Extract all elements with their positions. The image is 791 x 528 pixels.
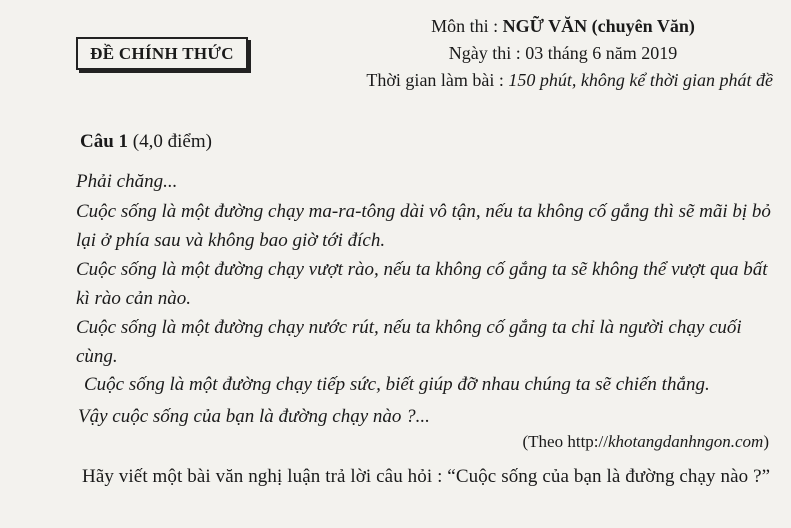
- passage-line-2: Cuộc sống là một đường chạy ma-ra-tông dài vô tận, nếu ta không cố gắng thì sẽ mãi bị bỏ lại ở phía sau và không bao giờ tới đích.: [76, 201, 771, 251]
- official-exam-label-text: ĐỀ CHÍNH THỨC: [90, 43, 234, 63]
- source-suffix: ): [763, 432, 769, 451]
- time-value: 150 phút, không kể thời gian phát đề: [508, 70, 773, 90]
- passage-line-4: Cuộc sống là một đường chạy nước rút, nếu ta không cố gắng ta chỉ là người chạy cuối cùng.: [76, 317, 742, 367]
- passage-line-6: Vậy cuộc sống của bạn là đường chạy nào ?...: [78, 406, 430, 427]
- source-prefix: (Theo http://: [522, 432, 608, 451]
- passage-line-3: Cuộc sống là một đường chạy vượt rào, nếu ta không cố gắng ta sẽ không thể vượt qua bất kì rào cản nào.: [76, 259, 768, 309]
- subject-prefix: Môn thi :: [431, 16, 503, 36]
- passage-line-1: Phải chăng...: [76, 171, 178, 192]
- passage-source: [523, 432, 769, 452]
- question-points: (4,0 điểm): [128, 131, 212, 152]
- exam-header: [313, 13, 773, 94]
- time-prefix: Thời gian làm bài :: [366, 70, 509, 90]
- exam-date: Ngày thi : 03 tháng 6 năm 2019: [448, 43, 678, 63]
- question-task: Hãy viết một bài văn nghị luận trả lời câu hỏi : “Cuộc sống của bạn là đường chạy nào ?”: [82, 466, 771, 487]
- source-site: khotangdanhngon.com: [607, 432, 764, 451]
- subject-name: NGỮ VĂN (chuyên Văn): [502, 16, 695, 36]
- question-title: [80, 131, 212, 153]
- passage-line-5: Cuộc sống là một đường chạy tiếp sức, biết giúp đỡ nhau chúng ta sẽ chiến thắng.: [84, 374, 710, 395]
- time-line: [313, 67, 773, 94]
- official-exam-label: [76, 37, 248, 70]
- question-number: Câu 1: [80, 131, 129, 152]
- subject-line: [313, 13, 773, 40]
